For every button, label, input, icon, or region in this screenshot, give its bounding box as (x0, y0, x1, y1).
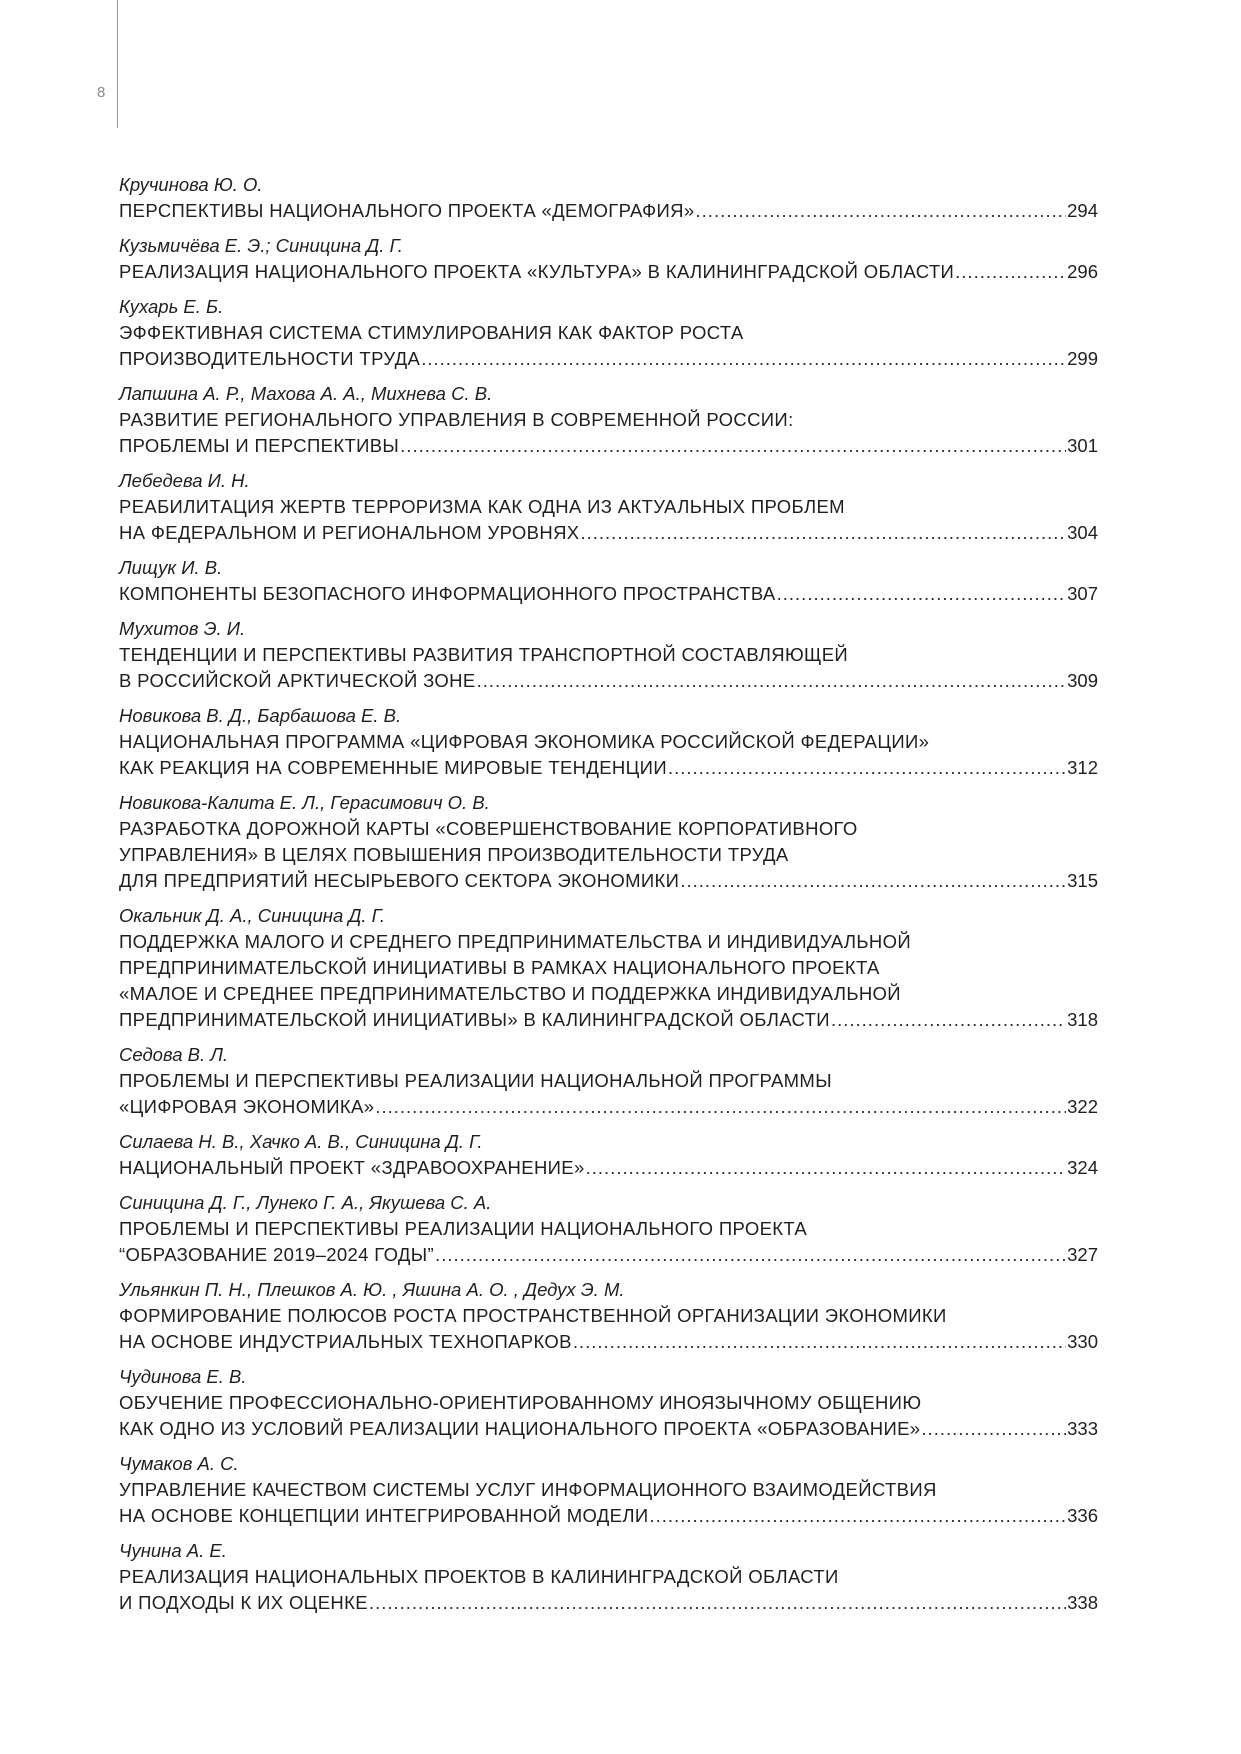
dot-leader (955, 259, 1066, 285)
toc-entry-author: Кузьмичёва Е. Э.; Синицина Д. Г. (119, 235, 403, 256)
toc-entry-title-line: ПОДДЕРЖКА МАЛОГО И СРЕДНЕГО ПРЕДПРИНИМАТЕЛЬСТВА И ИНДИВИДУАЛЬНОЙ (119, 931, 912, 952)
toc-entry-title-text: КАК ОДНО ИЗ УСЛОВИЙ РЕАЛИЗАЦИИ НАЦИОНАЛЬНОГО ПРОЕКТА «ОБРАЗОВАНИЕ» (119, 1418, 921, 1439)
toc-entry-title-last-line (119, 1242, 1098, 1268)
toc-entry-page-number[interactable]: 294 (1067, 200, 1098, 221)
toc-entry-title-last-line (119, 1503, 1098, 1529)
toc-entry-title-line: УПРАВЛЕНИЯ» В ЦЕЛЯХ ПОВЫШЕНИЯ ПРОИЗВОДИТЕЛЬНОСТИ ТРУДА (119, 844, 789, 865)
toc-entry-page-number[interactable]: 301 (1067, 435, 1098, 456)
toc-entry[interactable] (119, 790, 1098, 894)
toc-entry-title-last-line (119, 1590, 1098, 1616)
toc-entry-title-text: ПРОБЛЕМЫ И ПЕРСПЕКТИВЫ (119, 435, 400, 456)
dot-leader (696, 198, 1067, 224)
toc-entry-author: Кухарь Е. Б. (119, 296, 224, 317)
toc-entry-page-number[interactable]: 304 (1067, 522, 1098, 543)
toc-entry-title-line: НАЦИОНАЛЬНАЯ ПРОГРАММА «ЦИФРОВАЯ ЭКОНОМИКА РОССИЙСКОЙ ФЕДЕРАЦИИ» (119, 731, 930, 752)
toc-entry-author: Ульянкин П. Н., Плешков А. Ю. , Яшина А. О. , Дедух Э. М. (119, 1279, 625, 1300)
toc-entry[interactable] (119, 1451, 1098, 1529)
toc-entry-title-line: ТЕНДЕНЦИИ И ПЕРСПЕКТИВЫ РАЗВИТИЯ ТРАНСПОРТНОЙ СОСТАВЛЯЮЩЕЙ (119, 644, 849, 665)
toc-entry-page-number[interactable]: 312 (1067, 757, 1098, 778)
dot-leader (668, 755, 1066, 781)
toc-entry-title-text: ПРОИЗВОДИТЕЛЬНОСТИ ТРУДА (119, 348, 421, 369)
toc-entry-page-number[interactable]: 330 (1067, 1331, 1098, 1352)
toc-entry[interactable] (119, 903, 1098, 1033)
toc-entry-title-last-line (119, 581, 1098, 607)
toc-entry[interactable] (119, 381, 1098, 459)
toc-entry-author: Чудинова Е. В. (119, 1366, 247, 1387)
toc-entry-title-text: ПЕРСПЕКТИВЫ НАЦИОНАЛЬНОГО ПРОЕКТА «ДЕМОГРАФИЯ» (119, 200, 695, 221)
dot-leader (375, 1094, 1066, 1120)
toc-entry-page-number[interactable]: 327 (1067, 1244, 1098, 1265)
dot-leader (586, 1155, 1066, 1181)
toc-entry-title-line: ОБУЧЕНИЕ ПРОФЕССИОНАЛЬНО-ОРИЕНТИРОВАННОМУ ИНОЯЗЫЧНОМУ ОБЩЕНИЮ (119, 1392, 922, 1413)
dot-leader (650, 1503, 1067, 1529)
toc-entry-title-line: РАЗРАБОТКА ДОРОЖНОЙ КАРТЫ «СОВЕРШЕНСТВОВАНИЕ КОРПОРАТИВНОГО (119, 818, 858, 839)
toc-entry-page-number[interactable]: 299 (1067, 348, 1098, 369)
dot-leader (421, 346, 1066, 372)
toc-entry-title-last-line (119, 1155, 1098, 1181)
toc-entry-author: Чунина А. Е. (119, 1540, 227, 1561)
dot-leader (680, 868, 1066, 894)
toc-entry-title-text: «ЦИФРОВАЯ ЭКОНОМИКА» (119, 1096, 375, 1117)
toc-entry-page-number[interactable]: 338 (1067, 1592, 1098, 1613)
toc-entry[interactable] (119, 1277, 1098, 1355)
toc-entry[interactable] (119, 1042, 1098, 1120)
toc-entry-title-last-line (119, 668, 1098, 694)
toc-entry-title-line: ПРОБЛЕМЫ И ПЕРСПЕКТИВЫ РЕАЛИЗАЦИИ НАЦИОНАЛЬНОЙ ПРОГРАММЫ (119, 1070, 832, 1091)
toc-entry-title-line: ПРЕДПРИНИМАТЕЛЬСКОЙ ИНИЦИАТИВЫ В РАМКАХ НАЦИОНАЛЬНОГО ПРОЕКТА (119, 957, 880, 978)
toc-entry-title-text: НА ОСНОВЕ ИНДУСТРИАЛЬНЫХ ТЕХНОПАРКОВ (119, 1331, 572, 1352)
dot-leader (831, 1007, 1066, 1033)
toc-entry-title-last-line (119, 346, 1098, 372)
toc-entry-author: Новикова-Калита Е. Л., Герасимович О. В. (119, 792, 490, 813)
toc-entry[interactable] (119, 555, 1098, 607)
toc-entry-author: Окальник Д. А., Синицина Д. Г. (119, 905, 386, 926)
toc-entry-title-text: НАЦИОНАЛЬНЫЙ ПРОЕКТ «ЗДРАВООХРАНЕНИЕ» (119, 1157, 585, 1178)
table-of-contents (119, 172, 1098, 1625)
toc-entry-page-number[interactable]: 315 (1067, 870, 1098, 891)
toc-entry-title-last-line (119, 868, 1098, 894)
toc-entry-author: Мухитов Э. И. (119, 618, 246, 639)
toc-entry-author: Новикова В. Д., Барбашова Е. В. (119, 705, 402, 726)
toc-entry-title-last-line (119, 1416, 1098, 1442)
toc-entry[interactable] (119, 172, 1098, 224)
toc-entry[interactable] (119, 468, 1098, 546)
toc-entry[interactable] (119, 1190, 1098, 1268)
toc-entry-page-number[interactable]: 318 (1067, 1009, 1098, 1030)
margin-rule (117, 0, 118, 128)
toc-entry-title-last-line (119, 755, 1098, 781)
toc-entry-page-number[interactable]: 322 (1067, 1096, 1098, 1117)
toc-entry-author: Чумаков А. С. (119, 1453, 239, 1474)
toc-entry-title-line: «МАЛОЕ И СРЕДНЕЕ ПРЕДПРИНИМАТЕЛЬСТВО И ПОДДЕРЖКА ИНДИВИДУАЛЬНОЙ (119, 983, 901, 1004)
toc-entry-title-line: УПРАВЛЕНИЕ КАЧЕСТВОМ СИСТЕМЫ УСЛУГ ИНФОРМАЦИОННОГО ВЗАИМОДЕЙСТВИЯ (119, 1479, 937, 1500)
toc-entry-title-last-line (119, 1094, 1098, 1120)
toc-entry[interactable] (119, 233, 1098, 285)
toc-entry-author: Седова В. Л. (119, 1044, 229, 1065)
toc-entry-title-text: НА ОСНОВЕ КОНЦЕПЦИИ ИНТЕГРИРОВАННОЙ МОДЕЛИ (119, 1505, 649, 1526)
toc-entry-title-line: РЕАЛИЗАЦИЯ НАЦИОНАЛЬНЫХ ПРОЕКТОВ В КАЛИНИНГРАДСКОЙ ОБЛАСТИ (119, 1566, 839, 1587)
toc-entry[interactable] (119, 616, 1098, 694)
toc-entry-author: Кручинова Ю. О. (119, 174, 263, 195)
toc-entry-title-last-line (119, 1007, 1098, 1033)
dot-leader (477, 668, 1067, 694)
dot-leader (435, 1242, 1066, 1268)
toc-entry-author: Лищук И. В. (119, 557, 223, 578)
toc-entry[interactable] (119, 1129, 1098, 1181)
toc-entry-title-line: ФОРМИРОВАНИЕ ПОЛЮСОВ РОСТА ПРОСТРАНСТВЕННОЙ ОРГАНИЗАЦИИ ЭКОНОМИКИ (119, 1305, 947, 1326)
toc-entry-title-line: ЭФФЕКТИВНАЯ СИСТЕМА СТИМУЛИРОВАНИЯ КАК ФАКТОР РОСТА (119, 322, 744, 343)
page-number: 8 (97, 84, 106, 101)
toc-entry-page-number[interactable]: 336 (1067, 1505, 1098, 1526)
dot-leader (777, 581, 1067, 607)
toc-entry-page-number[interactable]: 333 (1067, 1418, 1098, 1439)
toc-entry-title-last-line (119, 520, 1098, 546)
toc-entry-title-line: ПРОБЛЕМЫ И ПЕРСПЕКТИВЫ РЕАЛИЗАЦИИ НАЦИОНАЛЬНОГО ПРОЕКТА (119, 1218, 808, 1239)
toc-entry-title-last-line (119, 259, 1098, 285)
toc-entry-title-text: ДЛЯ ПРЕДПРИЯТИЙ НЕСЫРЬЕВОГО СЕКТОРА ЭКОНОМИКИ (119, 870, 680, 891)
toc-entry-title-text: КОМПОНЕНТЫ БЕЗОПАСНОГО ИНФОРМАЦИОННОГО ПРОСТРАНСТВА (119, 583, 776, 604)
toc-entry-title-last-line (119, 433, 1098, 459)
toc-entry-title-last-line (119, 198, 1098, 224)
toc-entry-author: Лебедева И. Н. (119, 470, 250, 491)
dot-leader (921, 1416, 1066, 1442)
toc-entry-title-text: РЕАЛИЗАЦИЯ НАЦИОНАЛЬНОГО ПРОЕКТА «КУЛЬТУРА» В КАЛИНИНГРАДСКОЙ ОБЛАСТИ (119, 261, 955, 282)
toc-entry-author: Синицина Д. Г., Лунеко Г. А., Якушева С. А. (119, 1192, 492, 1213)
toc-entry-title-text: “ОБРАЗОВАНИЕ 2019–2024 ГОДЫ” (119, 1244, 435, 1265)
toc-entry[interactable] (119, 703, 1098, 781)
toc-entry-title-text: КАК РЕАКЦИЯ НА СОВРЕМЕННЫЕ МИРОВЫЕ ТЕНДЕНЦИИ (119, 757, 667, 778)
toc-entry[interactable] (119, 294, 1098, 372)
toc-entry-author: Силаева Н. В., Хачко А. В., Синицина Д. Г. (119, 1131, 483, 1152)
toc-entry-page-number[interactable]: 309 (1067, 670, 1098, 691)
dot-leader (573, 1329, 1066, 1355)
toc-entry[interactable] (119, 1364, 1098, 1442)
toc-entry-title-last-line (119, 1329, 1098, 1355)
toc-entry-title-line: РАЗВИТИЕ РЕГИОНАЛЬНОГО УПРАВЛЕНИЯ В СОВРЕМЕННОЙ РОССИИ: (119, 409, 794, 430)
toc-entry-title-line: РЕАБИЛИТАЦИЯ ЖЕРТВ ТЕРРОРИЗМА КАК ОДНА ИЗ АКТУАЛЬНЫХ ПРОБЛЕМ (119, 496, 845, 517)
toc-entry-page-number[interactable]: 324 (1067, 1157, 1098, 1178)
dot-leader (580, 520, 1066, 546)
toc-entry-author: Лапшина А. Р., Махова А. А., Михнева С. В. (119, 383, 493, 404)
toc-entry-title-text: В РОССИЙСКОЙ АРКТИЧЕСКОЙ ЗОНЕ (119, 670, 476, 691)
dot-leader (369, 1590, 1066, 1616)
toc-entry-page-number[interactable]: 307 (1067, 583, 1098, 604)
toc-entry-title-text: ПРЕДПРИНИМАТЕЛЬСКОЙ ИНИЦИАТИВЫ» В КАЛИНИНГРАДСКОЙ ОБЛАСТИ (119, 1009, 830, 1030)
dot-leader (400, 433, 1066, 459)
toc-entry[interactable] (119, 1538, 1098, 1616)
toc-entry-title-text: И ПОДХОДЫ К ИХ ОЦЕНКЕ (119, 1592, 368, 1613)
toc-entry-title-text: НА ФЕДЕРАЛЬНОМ И РЕГИОНАЛЬНОМ УРОВНЯХ (119, 522, 580, 543)
toc-entry-page-number[interactable]: 296 (1067, 261, 1098, 282)
